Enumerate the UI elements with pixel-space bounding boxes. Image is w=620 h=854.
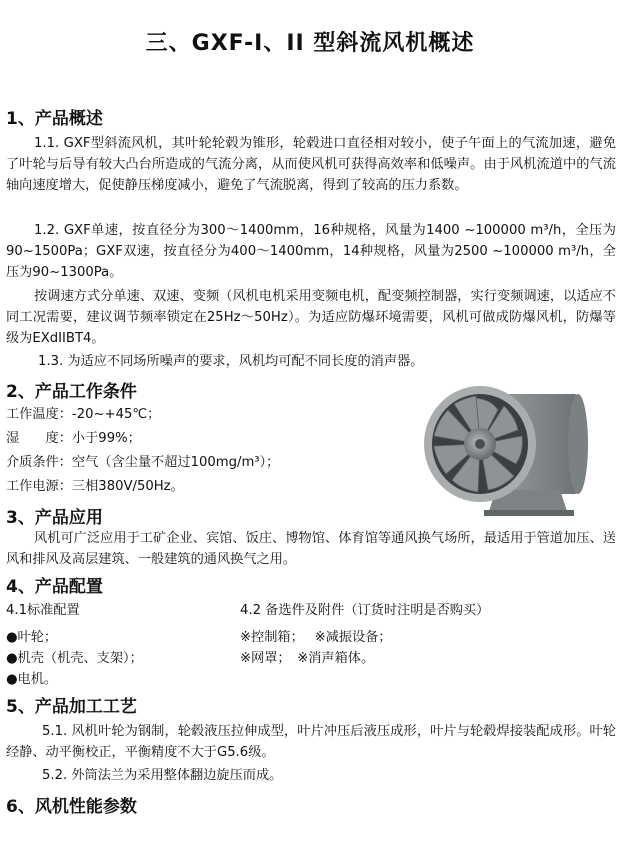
section-1-paragraph-2: 1.2. GXF单速，按直径分为300～1400mm，16种规格，风量为1400 ~100000 m³/h，全压为 90~1500Pa；GXF双速，按直径分为400～1400mm，14种规格，风量为2500 ~100000 m³/h，全压为90~1300Pa。: [6, 223, 616, 280]
condition-power: 工作电源：三相380V/50Hz。: [6, 479, 184, 494]
axial-fan-photo: [418, 380, 590, 518]
section-5-paragraph-1: 5.1. 风机叶轮为钢制，轮毂液压拉伸成型，叶片冲压后液压成形，叶片与轮毂焊接装配成形。叶轮经静、动平衡校正，平衡精度不大于G5.6级。: [6, 724, 616, 760]
condition-humidity: 湿 度：小于99%；: [6, 431, 141, 446]
page-title: 三、GXF-I、II 型斜流风机概述: [145, 31, 475, 56]
section-5-paragraph-2: 5.2. 外筒法兰为采用整体翻边旋压而成。: [42, 768, 283, 783]
section-1-paragraph-1: 1.1. GXF型斜流风机，其叶轮轮毂为锥形，轮毂进口直径相对较小，使子午面上的气流加速，避免了叶轮与后导有较大凸台所造成的气流分离，从而使风机可获得高效率和低噪声。由于风机流道中的气流轴向速度增大，促使静压梯度减小，避免了气流脱离，得到了较高的压力系数。: [6, 136, 616, 193]
condition-medium: 介质条件：空气（含尘量不超过100mg/m³）；: [6, 455, 280, 470]
section-4-heading: 4、产品配置: [6, 577, 103, 597]
standard-item-impeller: ●叶轮；: [6, 630, 58, 645]
section-1-heading: 1、产品概述: [6, 109, 103, 129]
optional-item-row-2: ※网罩； ※消声箱体。: [240, 651, 375, 666]
standard-item-motor: ●电机。: [6, 672, 58, 687]
section-1-paragraph-3: 按调速方式分单速、双速、变频（风机电机采用变频电机，配变频控制器，实行变频调速，以适应不同工况需要，建议调节频率锁定在25Hz～50Hz）。为适应防爆环境需要，风机可做成防爆风机，防爆等级为EXdIIBT4。: [6, 289, 616, 346]
optional-config-title: 4.2 备选件及附件（订货时注明是否购买）: [240, 603, 490, 618]
standard-item-housing: ●机壳（机壳、支架）；: [6, 651, 143, 666]
section-3-paragraph: 风机可广泛应用于工矿企业、宾馆、饭庄、博物馆、体育馆等通风换气场所，最适用于管道加压、送风和排风及高层建筑、一般建筑的通风换气之用。: [6, 531, 616, 567]
condition-temperature: 工作温度：-20~+45℃；: [6, 407, 161, 422]
section-1-paragraph-4: 1.3. 为适应不同场所噪声的要求，风机均可配不同长度的消声器。: [38, 354, 424, 369]
section-3-heading: 3、产品应用: [6, 508, 103, 528]
section-2-heading: 2、产品工作条件: [6, 382, 137, 402]
optional-item-row-1: ※控制箱； ※减振设备；: [240, 630, 392, 645]
section-5-heading: 5、产品加工工艺: [6, 697, 137, 717]
section-6-heading: 6、风机性能参数: [6, 797, 137, 817]
standard-config-title: 4.1标准配置: [6, 603, 80, 618]
